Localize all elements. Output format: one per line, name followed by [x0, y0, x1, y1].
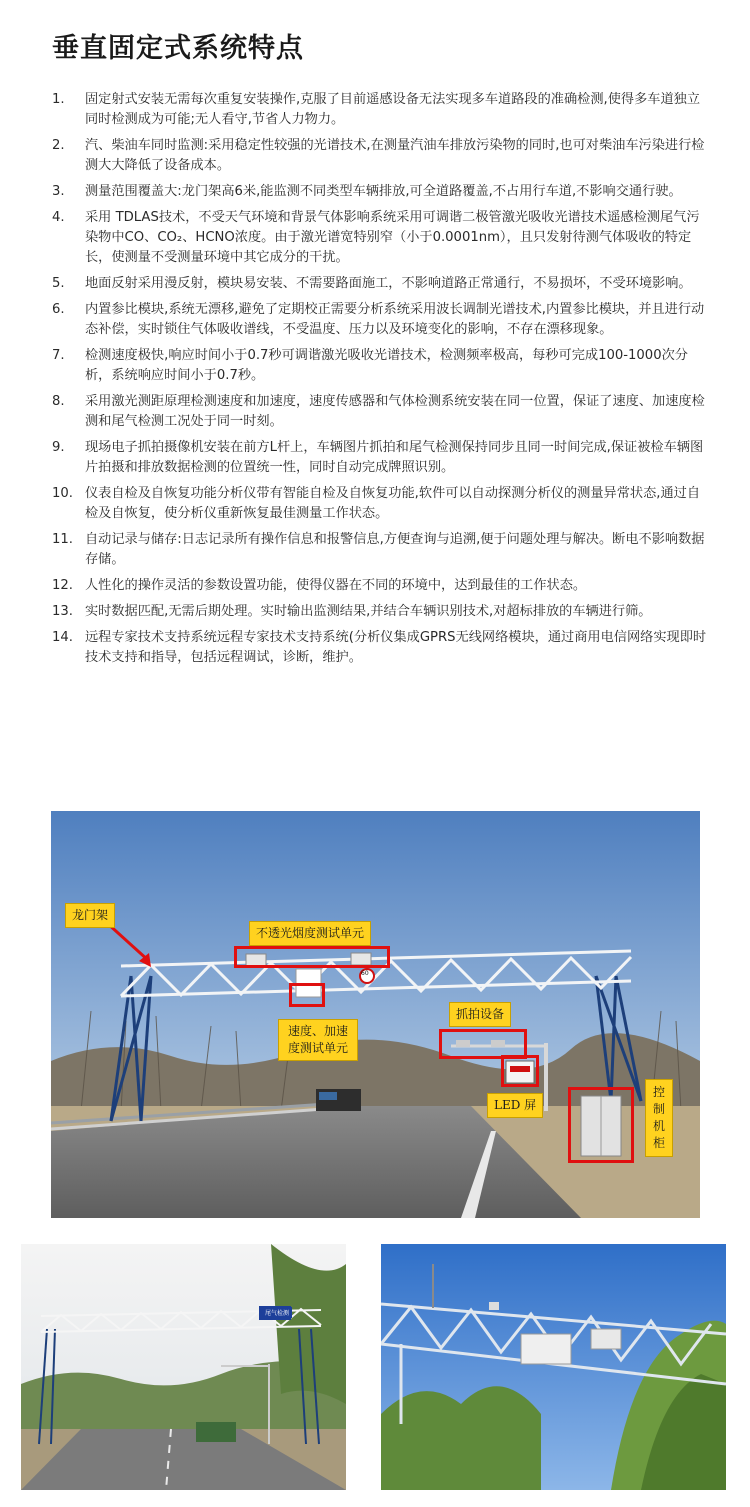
gantry-closeup-photo — [381, 1244, 726, 1490]
feature-number: 4. — [52, 210, 65, 225]
feature-text: 仪表自检及自恢复功能分析仪带有智能自检及自恢复功能,软件可以自动探测分析仪的测量异常状态,通过自检及自恢复，使分析仪重新恢复最佳测量工作状态。 — [85, 486, 701, 521]
speed-unit-callout: 速度、加速度测试单元 — [278, 1019, 358, 1061]
feature-number: 14. — [52, 630, 73, 645]
feature-item-7 — [52, 346, 712, 386]
gantry-highway-photo — [21, 1244, 346, 1490]
feature-text: 自动记录与储存:日志记录所有操作信息和报警信息,方便查询与追溯,便于问题处理与解决。断电不影响数据存储。 — [85, 532, 705, 567]
feature-number: 11. — [52, 532, 73, 547]
feature-text: 采用激光测距原理检测速度和加速度，速度传感器和气体检测系统安装在同一位置，保证了速度、加速度检测和尾气检测工况处于同一时刻。 — [85, 394, 705, 429]
feature-item-4 — [52, 208, 712, 268]
page-title: 垂直固定式系统特点 — [52, 33, 304, 64]
opacity-unit-callout: 不透光烟度测试单元 — [249, 921, 371, 946]
feature-text: 检测速度极快,响应时间小于0.7秒可调谐激光吸收光谱技术，检测频率极高，每秒可完成100-1000次分析，系统响应时间小于0.7秒。 — [85, 348, 688, 383]
feature-number: 7. — [52, 348, 65, 363]
led-screen-callout: LED 屏 — [487, 1093, 543, 1118]
feature-text: 远程专家技术支持系统远程专家技术支持系统(分析仪集成GPRS无线网络模块，通过商用电信网络实现即时技术支持和指导，包括远程调试，诊断，维护。 — [85, 630, 707, 665]
feature-number: 9. — [52, 440, 65, 455]
feature-item-8 — [52, 392, 712, 432]
feature-text: 采用 TDLAS技术，不受天气环境和背景气体影响系统采用可调谐二极管激光吸收光谱技术遥感检测尾气污染物中CO、CO₂、HCNO浓度。由于激光谱宽特别窄（小于0.0001nm），且只发射待测气体吸收的特定长，使测量不受测量环境中其它成分的干扰。 — [85, 210, 700, 265]
feature-item-9 — [52, 438, 712, 478]
feature-item-1 — [52, 90, 712, 130]
feature-item-14 — [52, 628, 712, 668]
feature-item-3 — [52, 182, 712, 202]
feature-item-6 — [52, 300, 712, 340]
feature-text: 地面反射采用漫反射，模块易安装、不需要路面施工，不影响道路正常通行，不易损坏，不受环境影响。 — [85, 276, 692, 291]
feature-text: 现场电子抓拍摄像机安装在前方L杆上，车辆图片抓拍和尾气检测保持同步且同一时间完成,保证被检车辆图片拍摄和排放数据检测的位置统一性，同时自动完成牌照识别。 — [85, 440, 704, 475]
feature-item-12 — [52, 576, 712, 596]
feature-item-2 — [52, 136, 712, 176]
feature-text: 固定射式安装无需每次重复安装操作,克服了目前遥感设备无法实现多车道路段的准确检测,使得多车道独立同时检测成为可能;无人看守,节省人力物力。 — [85, 92, 701, 127]
feature-number: 6. — [52, 302, 65, 317]
feature-item-5 — [52, 274, 712, 294]
feature-number: 1. — [52, 92, 65, 107]
feature-item-10 — [52, 484, 712, 524]
feature-text: 测量范围覆盖大:龙门架高6米,能监测不同类型车辆排放,可全道路覆盖,不占用行车道,不影响交通行驶。 — [85, 184, 682, 199]
feature-number: 13. — [52, 604, 73, 619]
exhaust-detection-sign: 尾气检测 — [262, 1307, 292, 1318]
feature-text: 汽、柴油车同时监测:采用稳定性较强的光谱技术,在测量汽油车排放污染物的同时,也可对柴油车污染进行检测大大降低了设备成本。 — [85, 138, 705, 173]
highway-gantry-illustration — [21, 1244, 346, 1490]
feature-list — [52, 90, 712, 674]
gantry-closeup-illustration — [381, 1244, 726, 1490]
feature-number: 10. — [52, 486, 73, 501]
control-cabinet-callout: 控制机柜 — [645, 1079, 673, 1157]
gantry-callout: 龙门架 — [65, 903, 115, 928]
speed-limit-sign: 60 — [361, 970, 369, 977]
feature-item-13 — [52, 602, 712, 622]
speed-unit-marker — [289, 983, 325, 1007]
feature-number: 3. — [52, 184, 65, 199]
feature-number: 5. — [52, 276, 65, 291]
feature-text: 人性化的操作灵活的参数设置功能，使得仪器在不同的环境中，达到最佳的工作状态。 — [85, 578, 587, 593]
feature-text: 实时数据匹配,无需后期处理。实时输出监测结果,并结合车辆识别技术,对超标排放的车辆进行筛。 — [85, 604, 652, 619]
gantry-annotated-photo — [51, 811, 700, 1218]
capture-device-callout: 抓拍设备 — [449, 1002, 511, 1027]
feature-number: 12. — [52, 578, 73, 593]
led-screen-marker — [501, 1055, 539, 1087]
feature-text: 内置参比模块,系统无漂移,避免了定期校正需要分析系统采用波长调制光谱技术,内置参比模块，并且进行动态补偿，实时锁住气体吸收谱线，不受温度、压力以及环境变化的影响，不存在漂移现象。 — [85, 302, 705, 337]
feature-item-11 — [52, 530, 712, 570]
feature-number: 2. — [52, 138, 65, 153]
opacity-unit-marker — [234, 946, 390, 968]
feature-number: 8. — [52, 394, 65, 409]
control-cabinet-marker — [568, 1087, 634, 1163]
